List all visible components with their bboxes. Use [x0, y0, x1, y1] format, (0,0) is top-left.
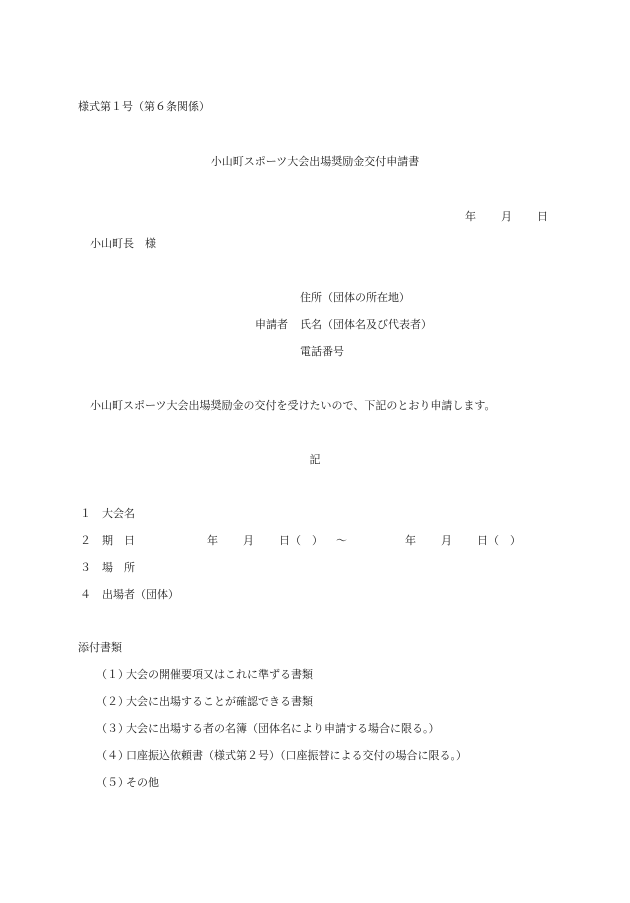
attachment-number: （３） [96, 722, 129, 735]
attachment-number: （５） [96, 776, 129, 789]
attachment-number: （２） [96, 695, 129, 708]
item-number: ３ [80, 561, 91, 574]
date-day: 日 [537, 210, 548, 223]
item-number: ２ [80, 534, 91, 547]
attachments-heading: 添付書類 [78, 641, 122, 654]
item-number: １ [80, 507, 91, 520]
ki-heading: 記 [309, 453, 321, 466]
name-label: 氏名（団体名及び代表者） [300, 318, 432, 331]
date-range-tilde: ～ [336, 534, 347, 547]
attachment-number: （１） [96, 668, 129, 681]
item-number: ４ [80, 588, 91, 601]
attachment-text: 大会に出場することが確認できる書類 [126, 695, 313, 708]
attachment-text: 大会の開催要項又はこれに準ずる書類 [126, 668, 313, 681]
document-title: 小山町スポーツ大会出場奨励金交付申請書 [210, 155, 420, 168]
attachment-text: 大会に出場する者の名簿（団体名により申請する場合に限る。） [126, 722, 440, 735]
phone-label: 電話番号 [300, 345, 344, 358]
attachment-text: その他 [126, 776, 159, 789]
applicant-role-label: 申請者 [255, 318, 288, 331]
date-year: 年 [465, 210, 476, 223]
start-year: 年 [207, 534, 218, 547]
addressee: 小山町長 様 [90, 237, 156, 250]
attachment-number: （４） [96, 749, 129, 762]
start-month: 月 [243, 534, 254, 547]
item-label: 出場者（団体） [102, 588, 179, 601]
item-label: 大会名 [102, 507, 135, 520]
end-year: 年 [405, 534, 416, 547]
item-label: 場 所 [102, 561, 135, 574]
end-day: 日（ ） [477, 534, 521, 547]
start-day: 日（ ） [279, 534, 323, 547]
end-month: 月 [441, 534, 452, 547]
address-label: 住所（団体の所在地） [300, 291, 410, 304]
attachment-text: 口座振込依頼書（様式第２号）（口座振替による交付の場合に限る。） [126, 749, 467, 762]
request-statement: 小山町スポーツ大会出場奨励金の交付を受けたいので、下記のとおり申請します。 [90, 399, 496, 412]
date-month: 月 [501, 210, 512, 223]
item-label: 期 日 [102, 534, 135, 547]
form-number-label: 様式第１号（第６条関係） [78, 100, 210, 113]
